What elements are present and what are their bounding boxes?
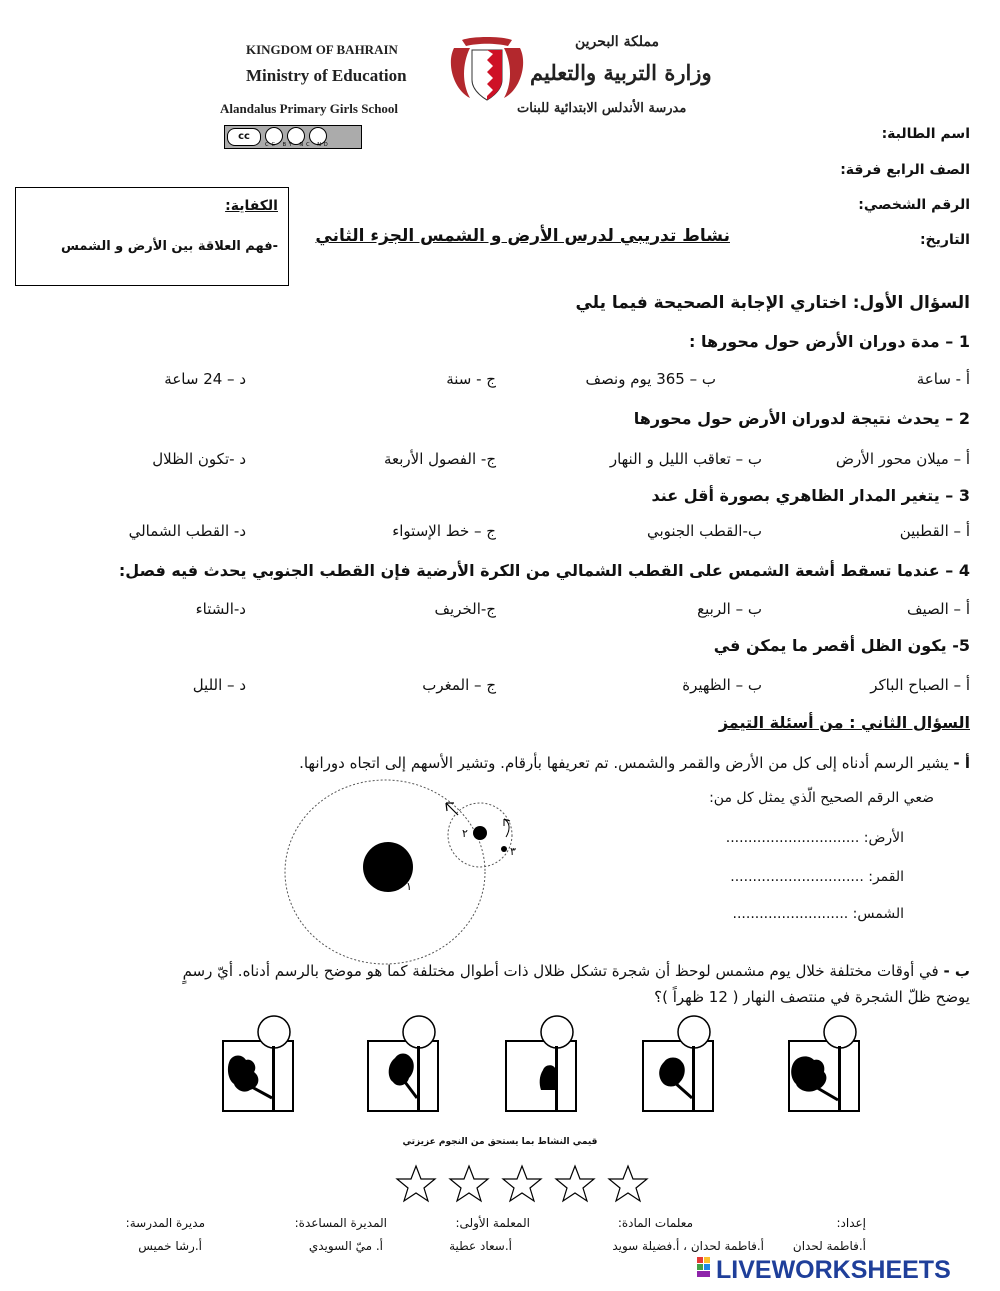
earth-orbit-arrow [446,803,458,815]
star-icon[interactable] [397,1166,435,1201]
tree-option-4[interactable] [642,1040,714,1112]
tree-shadow-icon [788,1008,868,1112]
school-ar: مدرسة الأندلس الابتدائية للبنات [517,101,687,116]
q1-item-1-option-d[interactable]: د – 24 ساعة [164,370,246,388]
diagram-label-3: ٣ [510,845,516,858]
sig-first-teacher-role: المعلمة الأولى: [455,1216,530,1230]
q2-part-b-text: في أوقات مختلفة خلال يوم مشمس لوحظ أن شجرة تشكل ظلال ذات أطوال مختلفة كما هو موضح بالرسم أدناه. أيّ رسمٍ [182,962,939,980]
star-icon[interactable] [556,1166,594,1201]
sig-teachers-role: معلمات المادة: [617,1216,693,1230]
earth-body [473,826,487,840]
cc-license-badge [224,125,362,149]
tree-option-2[interactable] [367,1040,439,1112]
q1-heading: السؤال الأول: اختاري الإجابة الصحيحة فيما يلي [575,293,970,313]
q1-item-1: 1 – مدة دوران الأرض حول محورها : [689,332,970,351]
q1-item-1-option-a[interactable]: أ - ساعة [916,370,970,388]
diagram-label-1: ١ [406,880,412,893]
moon-body [501,846,507,852]
q1-item-2: 2 – يحدث نتيجة لدوران الأرض حول محورها [633,409,970,428]
q2-part-b-label: ب - [943,962,970,980]
q2-part-a-label: أ - [953,754,970,772]
q1-item-2-option-d[interactable]: د -تكون الظلال [152,450,246,468]
sig-asst-principal-role: المديرة المساعدة: [294,1216,387,1230]
field-date: التاريخ: [919,232,970,248]
liveworksheets-watermark: LIVEWORKSHEETS [716,1256,951,1284]
q2-part-a [299,754,970,772]
rating-text: قيمي النشاط بما يستحق من النجوم عزيزتي [402,1137,598,1147]
ministry-ar: وزارة التربية والتعليم [530,60,712,85]
ministry-en: Ministry of Education [246,66,407,85]
kingdom-ar: مملكة البحرين [575,34,660,50]
sig-first-teacher-name: أ.سعاد عطية [449,1239,512,1253]
q1-item-4-option-c[interactable]: ج-الخريف [434,600,496,618]
q1-item-3: 3 – يتغير المدار الظاهري بصورة أقل عند [651,486,970,505]
q1-item-3-option-b[interactable]: ب-القطب الجنوبي [646,522,762,540]
q1-item-5-option-a[interactable]: أ – الصباح الباكر [870,676,970,694]
q1-item-3-option-a[interactable]: أ – القطبين [899,522,970,540]
tree-shadow-icon [642,1008,722,1112]
tree-option-1[interactable] [222,1040,294,1112]
sig-principal-name: أ.رشا خميس [138,1239,202,1253]
q2-heading: السؤال الثاني : من أسئلة التيمز [718,713,970,732]
q1-item-2-option-a[interactable]: أ – ميلان محور الأرض [835,450,970,468]
sig-prepared-role: إعداد: [836,1216,866,1230]
q1-item-1-option-c[interactable]: ج - سنة [446,370,496,388]
q2-part-b-line2: يوضح ظلّ الشجرة في منتصف النهار ( 12 ظهراً )؟ [654,988,970,1006]
q2-part-a-text: يشير الرسم أدناه إلى كل من الأرض والقمر والشمس. تم تعريفها بأرقام. وتشير الأسهم إلى اتجاه دورانها. [299,754,949,772]
star-rating[interactable] [392,1163,652,1207]
field-grade: الصف الرابع فرقة: [840,162,970,178]
q2-part-b-line1 [183,962,970,980]
q1-item-4-option-a[interactable]: أ – الصيف [906,600,970,618]
q2-instruction: ضعي الرقم الصحيح الّذي يمثل كل من: [709,790,934,806]
q1-item-2-option-b[interactable]: ب – تعاقب الليل و النهار [609,450,762,468]
orbit-diagram [280,775,525,975]
sig-principal-role: مديرة المدرسة: [125,1216,205,1230]
school-en: Alandalus Primary Girls School [220,101,399,116]
q1-item-3-option-d[interactable]: د- القطب الشمالي [128,522,246,540]
tree-option-3[interactable] [505,1040,577,1112]
star-icon[interactable] [609,1166,647,1201]
bahrain-emblem [448,34,526,106]
q1-item-5-option-c[interactable]: ج – المغرب [422,676,496,694]
q1-item-2-option-c[interactable]: ج- الفصول الأربعة [383,450,496,468]
liveworksheets-logo-icon [697,1257,717,1283]
q1-item-1-option-b[interactable]: ب – 365 يوم ونصف [585,370,716,388]
q1-item-4-option-b[interactable]: ب – الربيع [697,600,762,618]
earth-answer-field[interactable]: الأرض: .............................. [725,830,904,846]
field-id: الرقم الشخصي: [858,197,970,213]
diagram-label-2: ٢ [462,827,468,840]
field-name: اسم الطالبة: [881,126,970,142]
competency-box [15,187,289,286]
competency-title: الكفاية: [225,198,278,214]
sig-teachers-name: أ.فاطمة لحدان ، أ.فضيلة سويد [612,1239,764,1253]
moon-answer-field[interactable]: القمر: .............................. [730,869,904,885]
tree-shadow-icon [505,1008,585,1112]
sig-asst-principal-name: أ. ميّ السويدي [308,1239,383,1253]
q1-item-4-option-d[interactable]: د-الشتاء [195,600,246,618]
worksheet-title: نشاط تدريبي لدرس الأرض و الشمس الجزء الثاني [315,226,730,246]
q1-item-5-option-d[interactable]: د – الليل [192,676,246,694]
sig-prepared-name: أ.فاطمة لحدان [792,1239,866,1253]
moon-orbit-arrow [504,819,509,837]
sun-answer-field[interactable]: الشمس: .......................... [732,906,904,922]
tree-option-5[interactable] [788,1040,860,1112]
cc-icon: cc [227,128,261,146]
star-icon[interactable] [503,1166,541,1201]
competency-text: -فهم العلاقة بين الأرض و الشمس [61,239,278,254]
q1-item-5: 5- يكون الظل أقصر ما يمكن في [713,636,970,655]
tree-shadow-icon [222,1008,302,1112]
q1-item-4: 4 – عندما تسقط أشعة الشمس على القطب الشمالي من الكرة الأرضية فإن القطب الجنوبي يحدث فيه فصل: [118,561,970,580]
star-rating-icons [392,1163,652,1203]
q1-item-3-option-c[interactable]: ج – خط الإستواء [392,522,496,540]
tree-shadow-icon [367,1008,447,1112]
license-text: CC BY NC ND [265,142,331,148]
q1-item-5-option-b[interactable]: ب – الظهيرة [682,676,762,694]
star-icon[interactable] [450,1166,488,1201]
kingdom-en: KINGDOM OF BAHRAIN [246,42,398,57]
